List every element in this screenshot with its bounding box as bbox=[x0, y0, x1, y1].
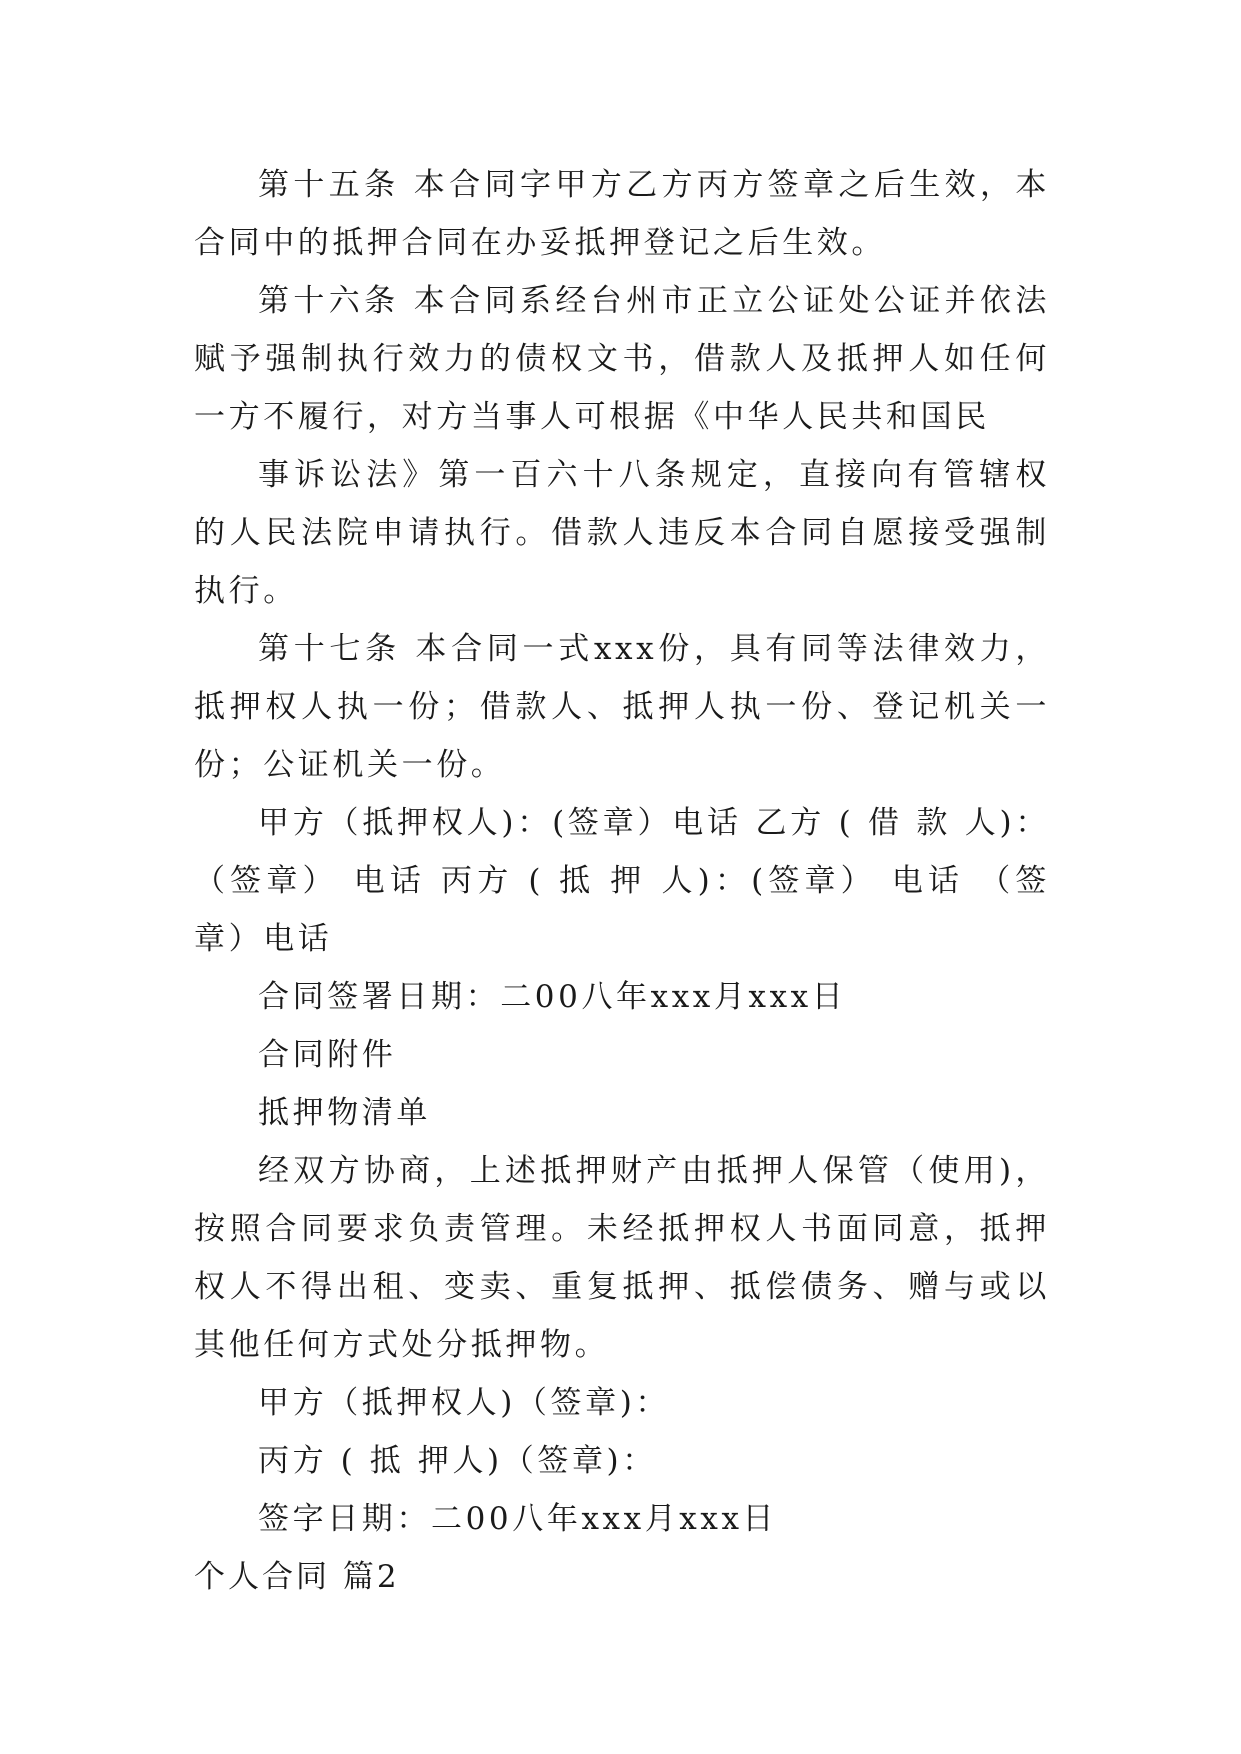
collateral-list-title: 抵押物清单 bbox=[258, 1095, 431, 1131]
collateral-custody-clause: 经双方协商，上述抵押财产由抵押人保管（使用)，按照合同要求负责管理。未经抵押权人书面同意，抵押权人不得出租、变卖、重复抵押、抵偿债务、赠与或以其他任何方式处分抵押物。 bbox=[194, 1153, 1050, 1363]
party-a-signature: 甲方（抵押权人)（签章)： bbox=[258, 1385, 670, 1421]
contract-attachment-title: 合同附件 bbox=[258, 1037, 397, 1073]
party-c-signature: 丙方 ( 抵 押人)（签章)： bbox=[258, 1443, 657, 1479]
clause-15: 第十五条 本合同字甲方乙方丙方签章之后生效，本合同中的抵押合同在办妥抵押登记之后生效。 bbox=[194, 167, 1050, 261]
signature-parties: 甲方（抵押权人)：(签章）电话 乙方 ( 借 款 人)：（签章） 电话 丙方 ( 抵 押 人)：(签章） 电话 （签章）电话 bbox=[194, 805, 1050, 957]
clause-17: 第十七条 本合同一式xxx份，具有同等法律效力，抵押权人执一份；借款人、抵押人执一份、登记机关一份；公证机关一份。 bbox=[194, 631, 1050, 783]
document-page bbox=[194, 156, 1050, 1606]
signing-date: 签字日期：二00八年xxx月xxx日 bbox=[258, 1501, 778, 1537]
section-heading: 个人合同 篇2 bbox=[194, 1559, 400, 1595]
clause-16-continued: 事诉讼法》第一百六十八条规定，直接向有管辖权的人民法院申请执行。借款人违反本合同自愿接受强制执行。 bbox=[194, 457, 1050, 609]
clause-16: 第十六条 本合同系经台州市正立公证处公证并依法赋予强制执行效力的债权文书，借款人及抵押人如任何一方不履行，对方当事人可根据《中华人民共和国民 bbox=[194, 283, 1050, 435]
contract-sign-date: 合同签署日期：二00八年xxx月xxx日 bbox=[258, 979, 847, 1015]
